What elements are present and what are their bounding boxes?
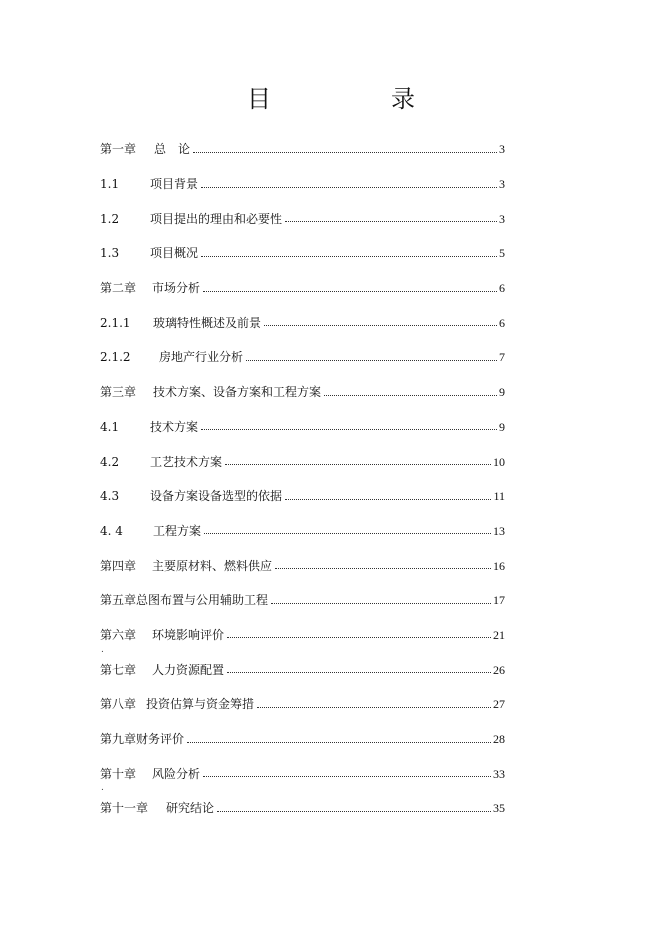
toc-entry-page: 33: [493, 766, 505, 781]
stray-mark: .: [101, 783, 104, 794]
toc-entry-ch4[interactable]: [100, 548, 505, 583]
toc-entry-page: 17: [493, 593, 505, 608]
dot-leader: [227, 672, 491, 673]
toc-entry-number: 第一章: [100, 142, 137, 157]
toc-entry-page: 7: [499, 350, 505, 365]
toc-entry-ch6[interactable]: [100, 618, 505, 653]
toc-entry-page: 6: [499, 281, 505, 296]
toc-entry-page: 3: [499, 142, 505, 157]
dot-leader: [285, 499, 491, 500]
dot-leader: [203, 291, 497, 292]
toc-entry-number: 1.3: [100, 246, 120, 261]
toc-entry-page: 3: [499, 211, 505, 226]
toc-entry-number: 4.1: [100, 419, 120, 434]
toc-entry-4-4[interactable]: [100, 514, 505, 549]
toc-entry-title: 设备方案设备选型的依据: [150, 489, 283, 504]
toc-entry-page: 21: [493, 627, 505, 642]
toc-entry-number: 第四章: [100, 558, 137, 573]
toc-entry-page: 9: [499, 385, 505, 400]
toc-entry-title: 财务评价: [136, 732, 185, 747]
dot-leader: [204, 533, 491, 534]
toc-entry-number: 2.1.1: [100, 315, 131, 330]
dot-leader: [225, 464, 491, 465]
toc-entry-number: 第五章: [100, 593, 137, 608]
toc-entry-number: 2.1.2: [100, 350, 131, 365]
dot-leader: [227, 637, 491, 638]
toc-entry-title: 工艺技术方案: [150, 454, 223, 469]
toc-entry-title: 人力资源配置: [152, 662, 225, 677]
toc-entry-page: 16: [493, 558, 505, 573]
toc-entry-1-2[interactable]: [100, 201, 505, 236]
dot-leader: [187, 742, 491, 743]
dot-leader: [271, 603, 491, 604]
toc-entry-page: 26: [493, 662, 505, 677]
toc-entry-page: 27: [493, 697, 505, 712]
stray-mark: .: [101, 644, 104, 655]
toc-entry-1-1[interactable]: [100, 167, 505, 202]
dot-leader: [264, 325, 497, 326]
toc-entry-title: 玻璃特性概述及前景: [153, 315, 262, 330]
table-of-contents: [100, 132, 505, 826]
toc-entry-number: 4.2: [100, 454, 120, 469]
toc-entry-ch9[interactable]: [100, 722, 505, 757]
toc-entry-title: 环境影响评价: [152, 627, 225, 642]
toc-entry-1-3[interactable]: [100, 236, 505, 271]
toc-entry-number: 第十一章: [100, 801, 149, 816]
toc-entry-page: 13: [493, 523, 505, 538]
toc-entry-number: 第七章: [100, 662, 137, 677]
page-title: 目 录: [247, 85, 463, 113]
toc-entry-page: 6: [499, 315, 505, 330]
toc-entry-page: 9: [499, 419, 505, 434]
toc-entry-ch3[interactable]: [100, 375, 505, 410]
toc-entry-title: 研究结论: [166, 801, 215, 816]
dot-leader: [193, 152, 497, 153]
toc-entry-title: 总图布置与公用辅助工程: [136, 593, 269, 608]
toc-entry-number: 第八章: [100, 697, 137, 712]
toc-entry-number: 第三章: [100, 385, 137, 400]
toc-entry-title: 主要原材料、燃料供应: [152, 558, 273, 573]
toc-entry-title: 市场分析: [152, 281, 201, 296]
dot-leader: [275, 568, 491, 569]
toc-entry-title: 投资估算与资金筹措: [146, 697, 255, 712]
toc-entry-page: 35: [493, 801, 505, 816]
toc-entry-4-2[interactable]: [100, 444, 505, 479]
toc-entry-title: 风险分析: [152, 766, 201, 781]
toc-entry-ch2[interactable]: [100, 271, 505, 306]
toc-entry-ch5[interactable]: [100, 583, 505, 618]
toc-entry-number: 第十章: [100, 766, 137, 781]
toc-entry-number: 1.1: [100, 177, 120, 192]
toc-entry-4-3[interactable]: [100, 479, 505, 514]
toc-entry-page: 28: [493, 732, 505, 747]
toc-entry-2-1-1[interactable]: [100, 305, 505, 340]
toc-entry-title: 项目背景: [150, 177, 199, 192]
dot-leader: [201, 187, 497, 188]
toc-entry-title: 项目提出的理由和必要性: [150, 211, 283, 226]
toc-entry-ch1[interactable]: [100, 132, 505, 167]
toc-entry-ch10[interactable]: [100, 756, 505, 794]
toc-entry-number: 第二章: [100, 281, 137, 296]
toc-entry-ch7[interactable]: [100, 652, 505, 687]
dot-leader: [257, 707, 491, 708]
toc-entry-ch11[interactable]: [100, 791, 505, 826]
toc-entry-number: 1.2: [100, 211, 120, 226]
dot-leader: [201, 256, 497, 257]
toc-entry-ch8[interactable]: [100, 687, 505, 722]
toc-entry-title: 房地产行业分析: [159, 350, 244, 365]
toc-entry-page: 3: [499, 177, 505, 192]
toc-entry-page: 10: [493, 454, 505, 469]
dot-leader: [285, 221, 497, 222]
dot-leader: [203, 776, 491, 777]
toc-entry-number: 第九章: [100, 732, 137, 747]
dot-leader: [324, 395, 497, 396]
toc-entry-page: 5: [499, 246, 505, 261]
toc-entry-page: 11: [493, 489, 505, 504]
dot-leader: [246, 360, 497, 361]
toc-entry-number: 4.3: [100, 489, 120, 504]
toc-entry-title: 总 论: [154, 142, 191, 157]
toc-entry-title: 技术方案、设备方案和工程方案: [153, 385, 322, 400]
toc-entry-title: 项目概况: [150, 246, 199, 261]
toc-entry-4-1[interactable]: [100, 410, 505, 445]
toc-entry-title: 工程方案: [153, 523, 202, 538]
dot-leader: [201, 429, 497, 430]
toc-entry-number: 第六章: [100, 627, 137, 642]
toc-entry-title: 技术方案: [150, 419, 199, 434]
toc-entry-number: 4. 4: [100, 523, 123, 538]
dot-leader: [217, 811, 491, 812]
toc-entry-2-1-2[interactable]: [100, 340, 505, 375]
